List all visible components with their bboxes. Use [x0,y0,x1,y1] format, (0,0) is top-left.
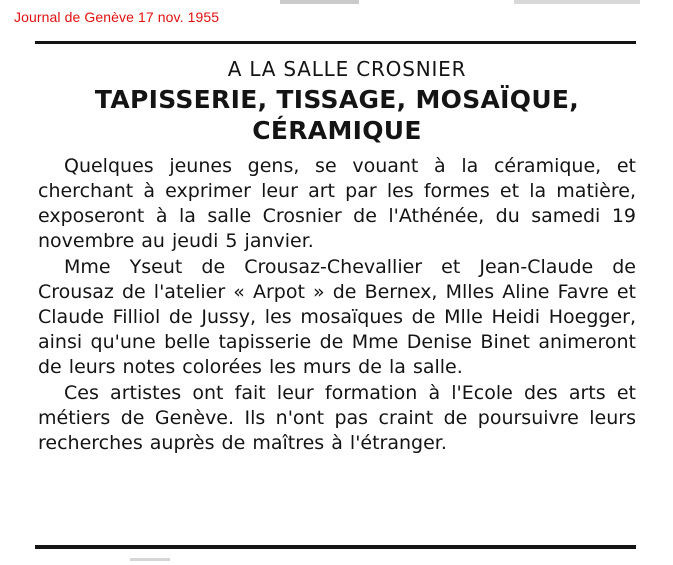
source-caption: Journal de Genève 17 nov. 1955 [14,9,220,25]
newspaper-article [38,56,636,456]
bottom-divider-rule [35,545,636,549]
headline-line-2: CÉRAMIQUE [252,116,422,145]
top-divider-rule [35,41,636,44]
article-headline [38,84,636,146]
clipped-previous-column-edge [280,0,640,4]
paragraph-3: Ces artistes ont fait leur formation à l'Ecole des arts et métiers de Genève. Ils n'ont pas craint de poursuivre leurs recherches auprès de maîtres à l'étranger. [38,382,636,454]
paragraph-2: Mme Yseut de Crousaz-Chevallier et Jean-Claude de Crousaz de l'atelier « Arpot » de Bernex, Mlles Aline Favre et Claude Filliol de Jussy, les mosaïques de Mlle Heidi Hoegger, ainsi qu'une belle tapisserie de Mme Denise Binet animeront de leurs notes colorées les murs de la salle. [38,256,636,378]
clipped-next-column-edge [130,558,170,561]
paragraph-1: Quelques jeunes gens, se vouant à la céramique, et cherchant à exprimer leur art par les formes et la matière, exposeront à la salle Crosnier de l'Athénée, du samedi 19 novembre au jeudi 5 janvier. [38,155,636,252]
article-kicker: A LA SALLE CROSNIER [227,57,467,81]
headline-line-1: TAPISSERIE, TISSAGE, MOSAÏQUE, [94,85,580,114]
article-body [38,154,636,456]
